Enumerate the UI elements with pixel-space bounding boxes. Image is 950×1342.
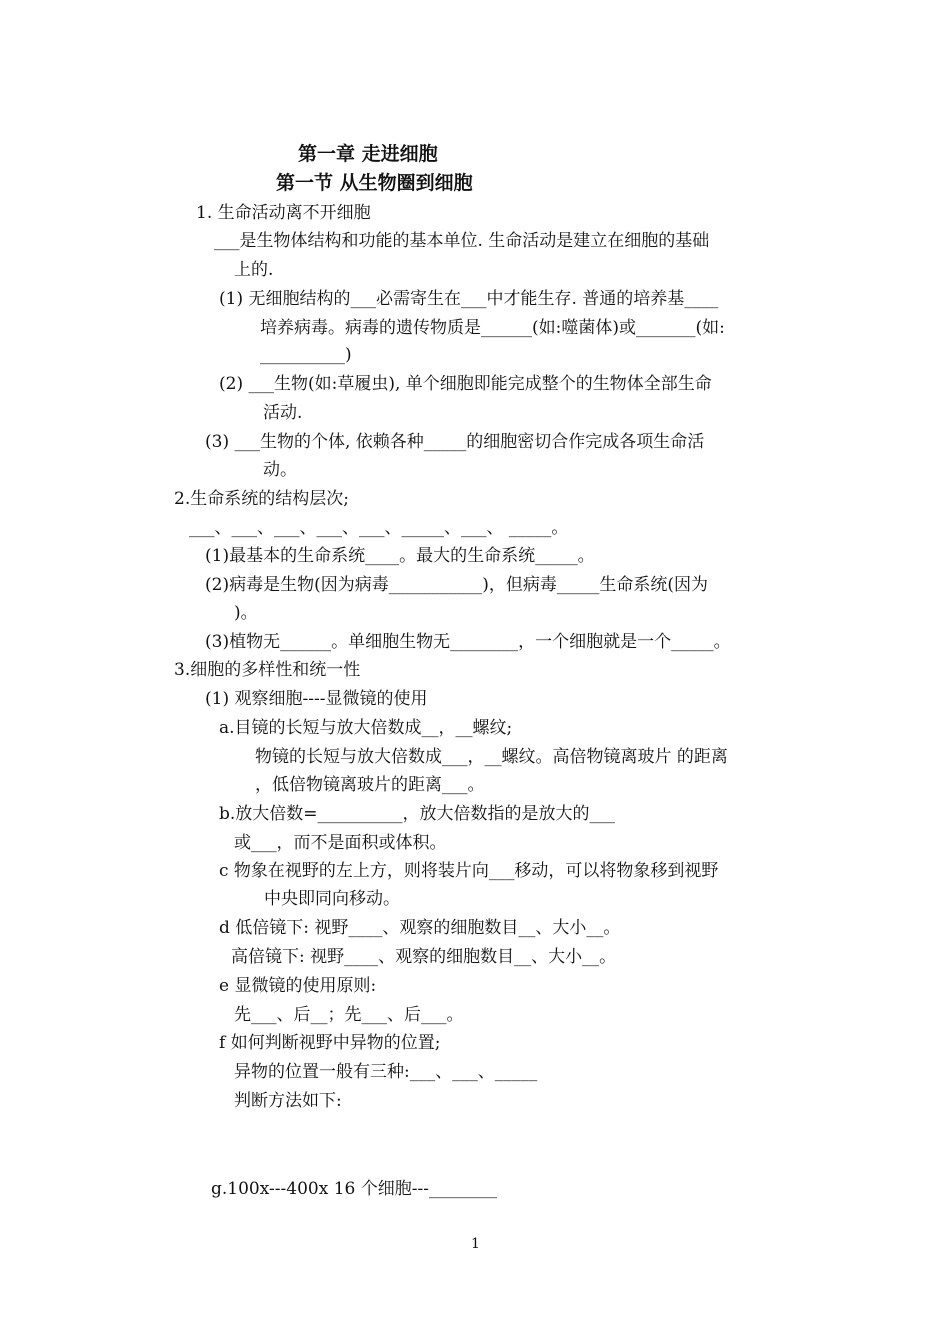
text-line: 或___，而不是面积或体积。 (234, 833, 447, 853)
text-line: (1) 观察细胞----显微镜的使用 (205, 689, 428, 709)
text-line: 判断方法如下: (234, 1091, 342, 1111)
text-line: 3.细胞的多样性和统一性 (174, 660, 361, 680)
page-number: 1 (471, 1236, 480, 1252)
text-line: 1. 生命活动离不开细胞 (196, 203, 371, 223)
text-line: ，低倍物镜离玻片的距离___。 (255, 775, 485, 795)
chapter-title: 第一章 走进细胞 (298, 143, 438, 165)
text-line: ___是生物体结构和功能的基本单位. 生命活动是建立在细胞的基础 (214, 231, 710, 251)
text-line: 中央即同向移动。 (264, 889, 400, 909)
text-line: 先___、后__；先___、后___。 (234, 1005, 464, 1025)
text-line: (3) ___生物的个体, 依赖各种_____的细胞密切合作完成各项生命活 (205, 432, 705, 452)
text-line: d 低倍镜下: 视野____、观察的细胞数目__、大小__。 (219, 918, 621, 938)
text-line: 2.生命系统的结构层次; (174, 489, 349, 509)
text-line: e 显微镜的使用原则: (219, 976, 377, 996)
text-line: (1)最基本的生命系统____。最大的生命系统_____。 (205, 546, 595, 566)
text-line: (2) ___生物(如:草履虫), 单个细胞即能完成整个的生物体全部生命 (219, 374, 712, 394)
text-line: __________) (260, 345, 352, 365)
text-line: c 物象在视野的左上方，则将装片向___移动，可以将物象移到视野 (219, 861, 719, 881)
section-title: 第一节 从生物圈到细胞 (276, 172, 473, 194)
text-line: g.100x---400x 16 个细胞---________ (211, 1179, 497, 1199)
text-line: )。 (234, 603, 258, 623)
text-line: 高倍镜下: 视野____、观察的细胞数目__、大小__。 (231, 947, 617, 967)
text-line: 动。 (263, 460, 297, 480)
text-line: 物镜的长短与放大倍数成___，__螺纹。高倍物镜离玻片 的距离 (255, 747, 728, 767)
text-line: b.放大倍数=__________，放大倍数指的是放大的___ (219, 804, 616, 824)
text-line: 活动. (263, 403, 303, 423)
text-line: (2)病毒是生物(因为病毒___________)，但病毒_____生命系统(因为 (205, 575, 708, 595)
text-line: 培养病毒。病毒的遗传物质是______(如:噬菌体)或_______(如: (260, 318, 725, 338)
text-line: 异物的位置一般有三种:___、___、_____ (234, 1062, 538, 1082)
text-line: (1) 无细胞结构的___必需寄生在___中才能生存. 普通的培养基____ (219, 289, 719, 309)
text-line: (3)植物无______。单细胞生物无________，一个细胞就是一个_____。 (205, 632, 731, 652)
text-line: f 如何判断视野中异物的位置; (219, 1033, 441, 1053)
text-line: ___、___、___、___、___、_____、___、 _____。 (189, 518, 569, 538)
text-line: a.目镜的长短与放大倍数成__，__螺纹; (219, 718, 513, 738)
text-line: 上的. (234, 260, 274, 280)
